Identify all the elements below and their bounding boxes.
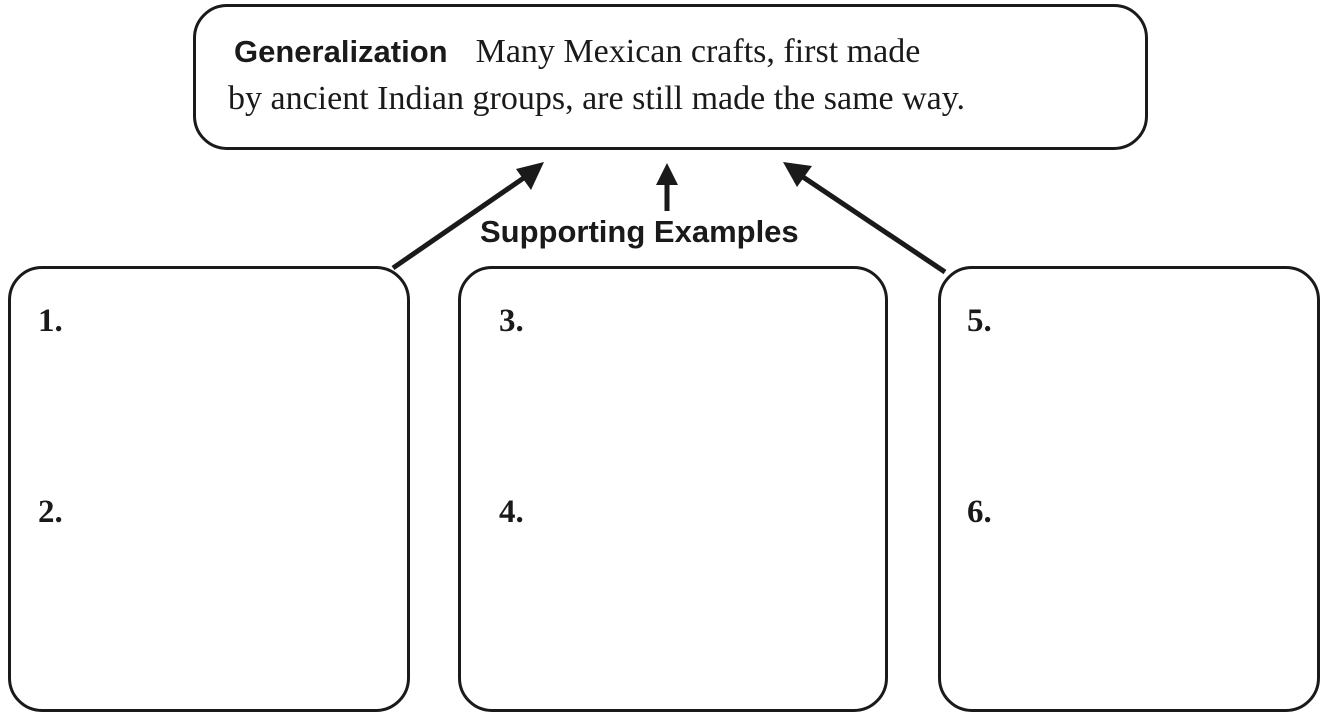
- generalization-box: [193, 4, 1148, 150]
- example-number-2: 2.: [38, 494, 63, 530]
- arrow-center-head: [656, 163, 678, 185]
- arrow-right-head: [783, 162, 812, 187]
- example-box-left: [8, 266, 410, 712]
- arrow-right-shaft: [800, 175, 945, 272]
- example-number-5: 5.: [967, 303, 992, 339]
- arrow-left-head: [516, 162, 544, 190]
- generalization-text-1: Many Mexican crafts, first made: [475, 33, 921, 70]
- supporting-examples-label: Supporting Examples: [480, 214, 799, 249]
- example-box-center: [458, 266, 888, 712]
- example-number-4: 4.: [499, 494, 524, 530]
- example-number-3: 3.: [499, 303, 524, 339]
- example-box-right: [938, 266, 1320, 712]
- example-number-6: 6.: [967, 494, 992, 530]
- example-number-1: 1.: [38, 303, 63, 339]
- generalization-line-1: [234, 35, 920, 69]
- generalization-label: Generalization: [234, 34, 448, 69]
- generalization-text-2: by ancient Indian groups, are still made the same way.: [228, 80, 966, 117]
